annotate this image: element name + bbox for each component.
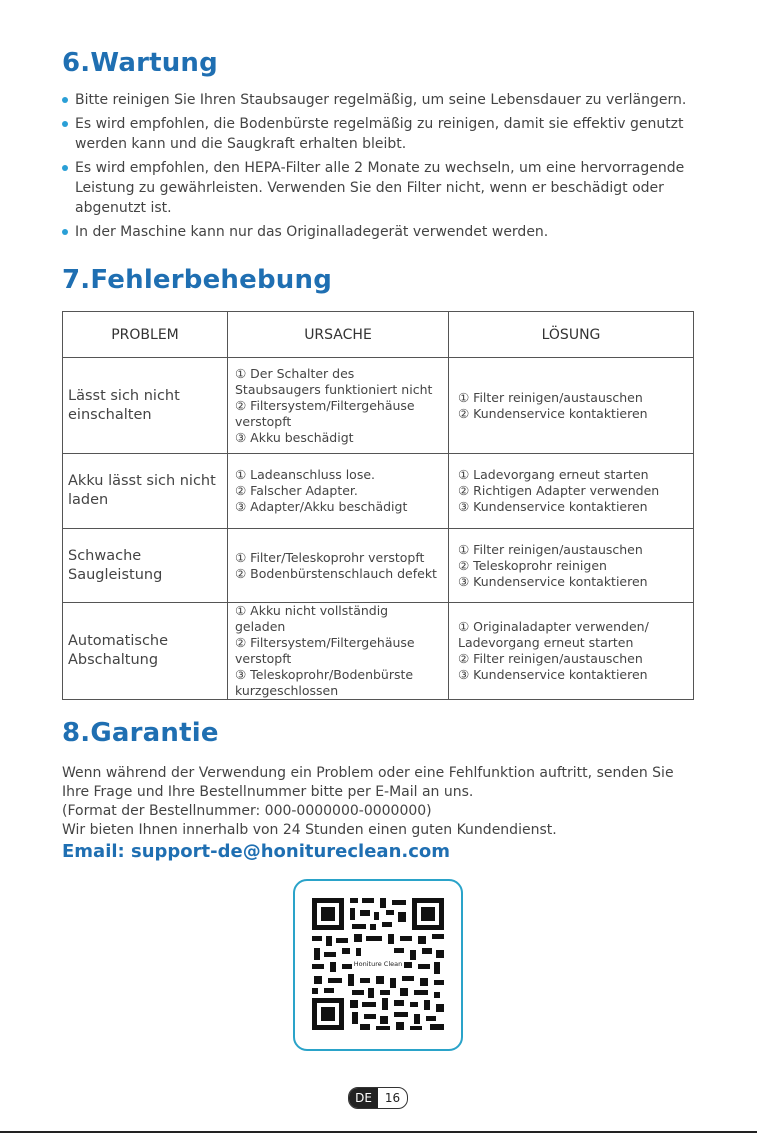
cause-line: ③ Akku beschädigt bbox=[235, 429, 354, 445]
cause-line: ① Ladeanschluss lose. bbox=[235, 467, 376, 482]
solution-cell bbox=[449, 603, 694, 700]
order-number-format: (Format der Bestellnummer: 000-0000000-0000000) bbox=[62, 803, 432, 819]
column-header-problem: PROBLEM bbox=[63, 312, 228, 358]
bullet-dot-icon bbox=[62, 121, 68, 127]
cause-line: ③ Teleskoprohr/Bodenbürste kurzgeschlossen bbox=[235, 667, 414, 698]
solution-line: ① Ladevorgang erneut starten bbox=[458, 467, 649, 482]
list-item bbox=[62, 222, 692, 242]
solution-line: ③ Kundenservice kontaktieren bbox=[458, 573, 648, 589]
problem-cell: Akku lässt sich nicht laden bbox=[63, 454, 228, 529]
qr-center-label: Honiture Clean bbox=[353, 960, 403, 968]
cause-cell bbox=[228, 529, 449, 603]
language-code: DE bbox=[349, 1088, 378, 1108]
cause-cell bbox=[228, 454, 449, 529]
solution-line: ③ Kundenservice kontaktieren bbox=[458, 667, 648, 682]
cause-line: ② Bodenbürstenschlauch defekt bbox=[235, 565, 437, 581]
troubleshooting-table bbox=[62, 311, 694, 700]
problem-cell: Schwache Saugleistung bbox=[63, 529, 228, 603]
section-title-maintenance: 6.Wartung bbox=[62, 48, 218, 78]
solution-cell bbox=[449, 454, 694, 529]
problem-cell: Automatische Abschaltung bbox=[63, 603, 228, 700]
cause-line: ② Filtersystem/Filtergehäuse verstopft bbox=[235, 397, 415, 429]
page-indicator bbox=[348, 1087, 408, 1109]
solution-line: ① Filter reinigen/austauschen bbox=[458, 541, 643, 557]
column-header-solution: LÖSUNG bbox=[449, 312, 694, 358]
section-title-troubleshooting: 7.Fehlerbehebung bbox=[62, 265, 333, 295]
table-row bbox=[63, 603, 694, 700]
qr-code-icon bbox=[306, 892, 450, 1036]
solution-line: ② Filter reinigen/austauschen bbox=[458, 651, 643, 666]
section-title-guarantee: 8.Garantie bbox=[62, 718, 219, 748]
maintenance-bullet-text: In der Maschine kann nur das Originalladegerät verwendet werden. bbox=[75, 224, 549, 240]
maintenance-bullet-text: Es wird empfohlen, die Bodenbürste regelmäßig zu reinigen, damit sie effektiv genutzt werden kann und die Saugkraft erhalten bleibt. bbox=[75, 116, 684, 152]
bottom-divider bbox=[0, 1131, 757, 1133]
list-item bbox=[62, 158, 692, 218]
list-item bbox=[62, 114, 692, 154]
solution-cell bbox=[449, 358, 694, 454]
guarantee-paragraph: Wenn während der Verwendung ein Problem oder eine Fehlfunktion auftritt, senden Sie Ihre Frage und Ihre Bestellnummer bitte per E-Mail an uns. bbox=[62, 765, 674, 800]
solution-cell bbox=[449, 529, 694, 603]
cause-line: ① Filter/Teleskoprohr verstopft bbox=[235, 549, 425, 565]
cause-line: ③ Adapter/Akku beschädigt bbox=[235, 499, 408, 514]
bullet-dot-icon bbox=[62, 165, 68, 171]
guarantee-text bbox=[62, 764, 702, 840]
maintenance-list bbox=[62, 90, 692, 246]
cause-line: ① Der Schalter des Staubsaugers funktioniert nicht bbox=[235, 365, 433, 397]
maintenance-bullet-text: Bitte reinigen Sie Ihren Staubsauger regelmäßig, um seine Lebensdauer zu verlängern. bbox=[75, 92, 687, 108]
cause-cell bbox=[228, 603, 449, 700]
list-item bbox=[62, 90, 692, 110]
cause-line: ① Akku nicht vollständig geladen bbox=[235, 603, 389, 634]
cause-line: ② Falscher Adapter. bbox=[235, 483, 358, 498]
solution-line: ③ Kundenservice kontaktieren bbox=[458, 499, 648, 514]
table-row bbox=[63, 358, 694, 454]
solution-line: ② Richtigen Adapter verwenden bbox=[458, 483, 660, 498]
qr-code bbox=[293, 879, 463, 1051]
solution-line: ② Kundenservice kontaktieren bbox=[458, 405, 648, 421]
page-number: 16 bbox=[384, 1091, 401, 1105]
solution-line: ② Teleskoprohr reinigen bbox=[458, 557, 607, 573]
maintenance-bullet-text: Es wird empfohlen, den HEPA-Filter alle 2 Monate zu wechseln, um eine hervorragende Leistung zu gewährleisten. Verwenden Sie den Filter nicht, wenn er beschädigt oder abgenutzt ist. bbox=[75, 160, 685, 216]
solution-line: ① Originaladapter verwenden/ Ladevorgang erneut starten bbox=[458, 619, 649, 650]
bullet-dot-icon bbox=[62, 97, 68, 103]
problem-cell: Lässt sich nicht einschalten bbox=[63, 358, 228, 454]
support-email[interactable]: Email: support-de@honitureclean.com bbox=[62, 841, 451, 862]
solution-line: ① Filter reinigen/austauschen bbox=[458, 389, 643, 405]
service-note: Wir bieten Ihnen innerhalb von 24 Stunden einen guten Kundendienst. bbox=[62, 822, 557, 838]
bullet-dot-icon bbox=[62, 229, 68, 235]
table-row bbox=[63, 529, 694, 603]
table-row bbox=[63, 454, 694, 529]
column-header-cause: URSACHE bbox=[228, 312, 449, 358]
table-header-row bbox=[63, 312, 694, 358]
cause-line: ② Filtersystem/Filtergehäuse verstopft bbox=[235, 635, 415, 666]
cause-cell bbox=[228, 358, 449, 454]
